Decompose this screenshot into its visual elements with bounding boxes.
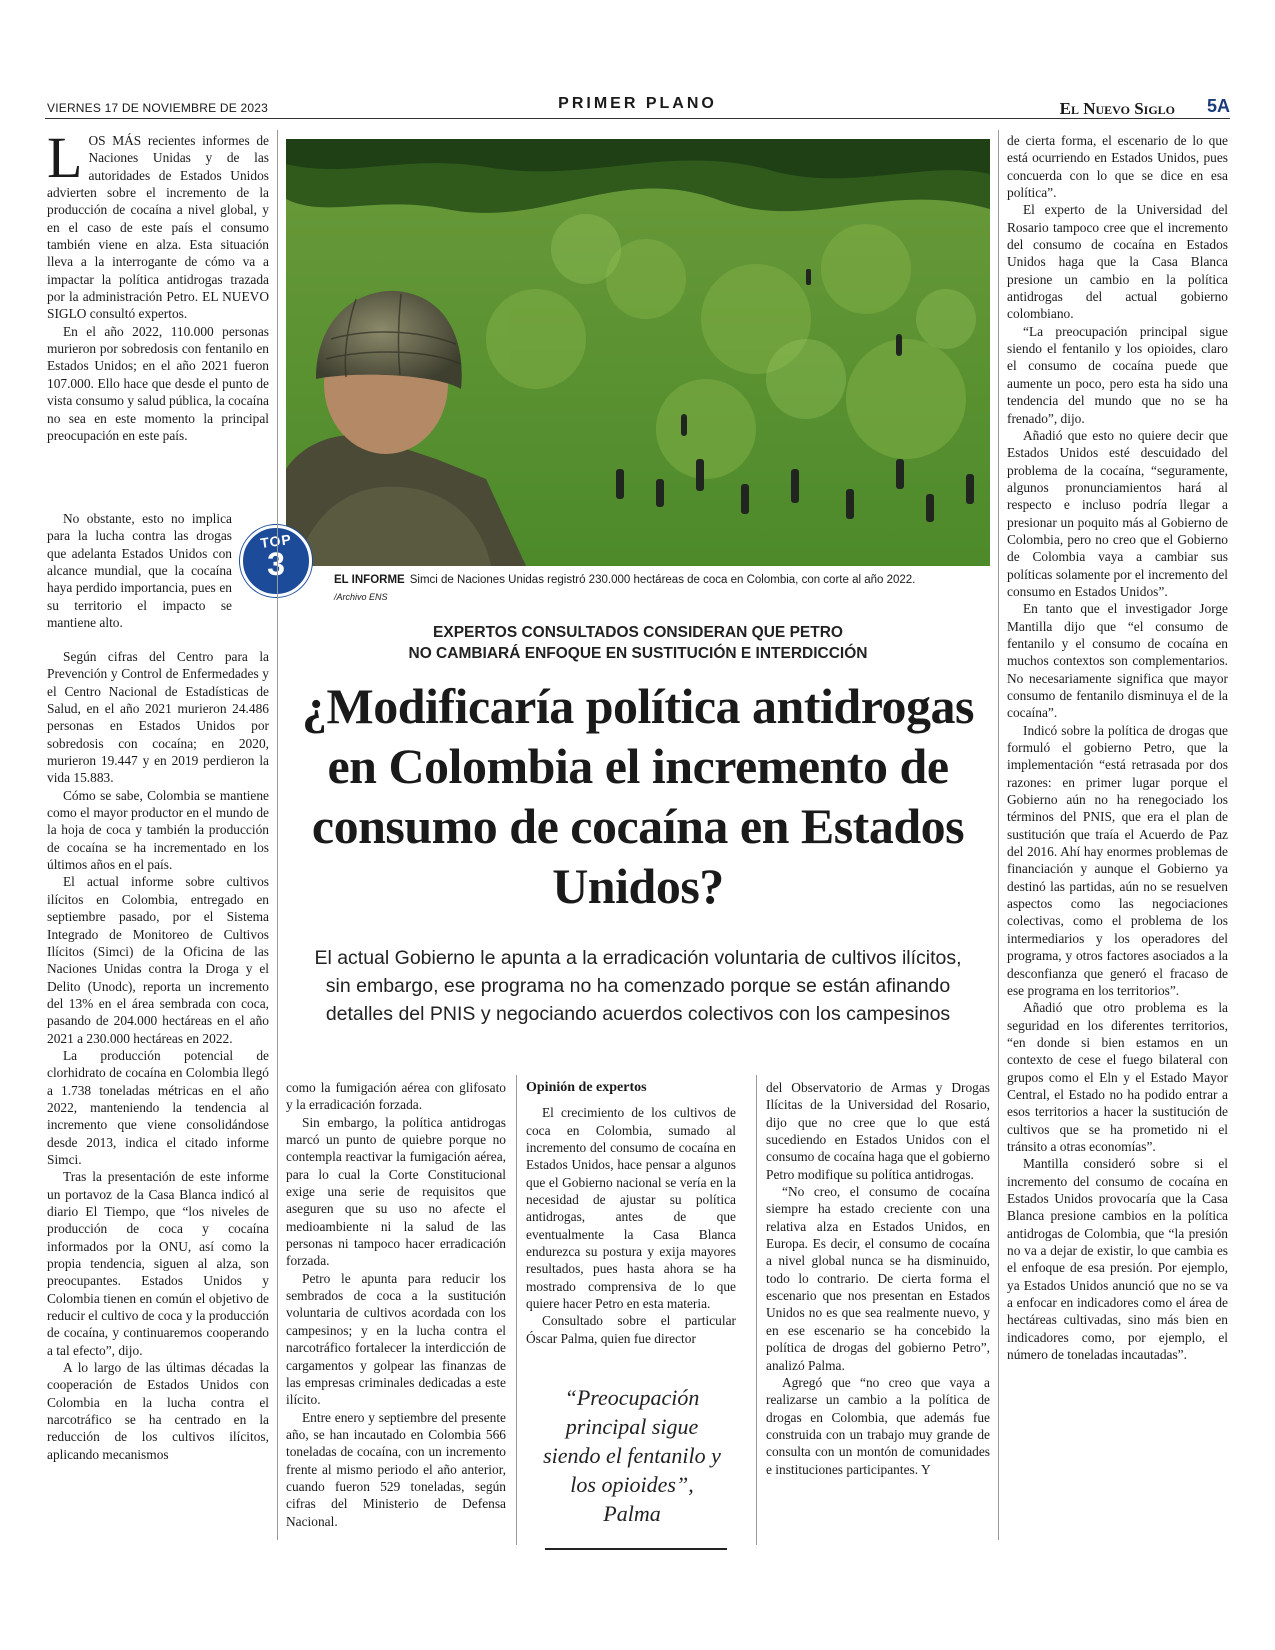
column-c (526, 1079, 736, 1347)
column-d (766, 1079, 990, 1478)
paragraph: como la fumigación aérea con glifosato y la erradicación forzada. (286, 1080, 506, 1113)
column-rule (998, 130, 999, 1540)
subhead-opinion: Opinión de expertos (526, 1080, 647, 1095)
paragraph: La producción potencial de clorhidrato de cocaína en Colombia llegó a 1.738 toneladas métricas en el año 2022, manteniendo la tendencia al incremento que viene consolidándose desde 2013, indica el citado informe Simci. (47, 1047, 269, 1167)
column-rule (756, 1075, 757, 1545)
paragraph: Sin embargo, la política antidrogas marcó un punto de quiebre porque no contempla reactivar la fumigación aérea, para lo cual la Corte Constitucional exige una serie de requisitos que aseguren que su uso no afecte el medioambiente ni la salud de las personas ni tampoco hacer erradicación forzada. (286, 1114, 506, 1269)
paragraph: Cómo se sabe, Colombia se mantiene como el mayor productor en el mundo de la hoja de coca y también la producción de cocaína se ha incrementado en los últimos años en el país. (47, 787, 269, 873)
section-title: PRIMER PLANO (558, 95, 717, 112)
news-photo (286, 139, 990, 566)
paragraph: En el año 2022, 110.000 personas murieron por sobredosis con fentanilo en Estados Unidos; en el año 2021 fueron 107.000. Ello hace que desde el punto de vista consumo y salud pública, la cocaína no sea en este momento la principal preocupación en este país. (47, 323, 269, 443)
paragraph: En tanto que el investigador Jorge Mantilla dijo que “el consumo de fentanilo y el consumo de cocaína en muchos contextos son complementarios. No necesariamente significa que mayor consumo de fentanilo disminuya el de la cocaína”. (1007, 601, 1228, 721)
paragraph: de cierta forma, el escenario de lo que está ocurriendo en Estados Unidos, pues concuerda con lo que se dice en esa política”. (1007, 133, 1228, 201)
column-rule (277, 130, 278, 1540)
drop-cap: L (47, 125, 83, 190)
coca-field-soldier-illustration (286, 139, 990, 566)
paragraph: del Observatorio de Armas y Drogas Ilícitas de la Universidad del Rosario, dijo que no cree que lo que está sucediendo en Estados Unidos con el consumo de cocaína haga que el gobierno Petro modifique su política antidrogas. (766, 1080, 990, 1182)
intro-text: OS MÁS recientes informes de Naciones Unidas y de las autoridades de Estados Unidos advierten sobre el incremento de la producción de cocaína a nivel global, y en el caso de este país el consumo también viene en alza. Esta situación lleva a la interrogante de cómo va a impactar la política antidrogas trazada por la administración Petro. EL NUEVO SIGLO consultó expertos. (47, 133, 269, 322)
column-a-bottom (47, 648, 269, 1463)
paragraph: Según cifras del Centro para la Prevención y Control de Enfermedades y el Centro Nacional de Estadísticas de Salud, en el año 2021 murieron 24.486 personas en Estados Unidos por sobredosis con cocaína; en 2020, murieron 19.447 y en 2019 perdieron la vida 15.883. (47, 649, 269, 786)
paragraph: El actual informe sobre cultivos ilícitos en Colombia, entregado en septiembre pasado, por el Sistema Integrado de Monitoreo de Cultivos Ilícitos (Simci) de la Oficina de las Naciones Unidas contra la Droga y el Delito (Unodc), reporta un incremento del 13% en el área sembrada con coca, pasando de 204.000 hectáreas en el año 2021 a 230.000 hectáreas en 2022. (47, 874, 269, 1046)
kicker-line-2: NO CAMBIARÁ ENFOQUE EN SUSTITUCIÓN E INTERDICCIÓN (408, 645, 868, 662)
column-b (286, 1079, 506, 1530)
pull-quote-rule (545, 1548, 727, 1550)
pull-quote: “Preocupación principal sigue siendo el fentanilo y los opioides”, Palma (543, 1385, 721, 1526)
badge-number: 3 (267, 546, 285, 582)
top-3-badge (240, 525, 312, 597)
paragraph: El crecimiento de los cultivos de coca en Colombia, sumado al incremento del consumo de cocaína en Estados Unidos, hace pensar a algunos que el Gobierno nacional se vería en la necesidad de ajustar su política antidrogas, antes de que eventualmente la Casa Blanca endurezca su postura y exija mayores resultados, pues hasta ahora se ha mostrado comprensiva de lo que quiere hacer Petro en esta materia. (526, 1105, 736, 1312)
column-e (1007, 132, 1228, 1363)
column-a-top (47, 125, 269, 444)
caption-lead: EL INFORME (334, 574, 405, 586)
column-rule (516, 1075, 517, 1545)
intro-paragraph (47, 125, 269, 323)
paragraph: “No creo, el consumo de cocaína siempre ha estado creciente con una relativa alza en Estados Unidos, en Europa. Es decir, el consumo de cocaína a nivel global nunca se ha disminuido, todo lo contrario. De cierta forma el escenario que nos presentan en Estados Unidos no es que sea realmente nuevo, y en ese escenario se ha concebido la política de drogas del gobierno Petro”, analizó Palma. (766, 1184, 990, 1373)
page-number: 5A (1206, 96, 1230, 116)
paragraph: “La preocupación principal sigue siendo el fentanilo y los opioides, claro el consumo de cocaína puede que aumente un poco, pero esta ha sido una tendencia del mundo que no se ha frenado”, dijo. (1007, 323, 1228, 426)
paragraph: Agregó que “no creo que vaya a realizarse un cambio a la política de drogas en Colombia, que además fue construida con un trabajo muy grande de consulta con un montón de comunidades e instituciones participantes. Y (766, 1374, 990, 1477)
headline: ¿Modificaría política antidrogas en Colombia el incremento de consumo de cocaína en Estados Unidos? (302, 678, 974, 914)
paragraph: Añadió que esto no quiere decir que Estados Unidos esté descuidado del problema de la cocaína, “seguramente, algunos pronunciamientos hará al respecto e incluso podría llegar a presionar un poquito más al Gobierno de Colombia, pero no creo que el Gobierno de Colombia vaya a cambiar sus políticas solamente por el incremento del consumo en Estados Unidos”. (1007, 427, 1228, 599)
kicker (286, 622, 990, 664)
paragraph: El experto de la Universidad del Rosario tampoco cree que el incremento del consumo de cocaína en Estados Unidos haga que la Casa Blanca presione un cambio en la política antidrogas del actual gobierno colombiano. (1007, 202, 1228, 322)
paragraph: Consultado sobre el particular Óscar Palma, quien fue director (526, 1313, 736, 1346)
kicker-line-1: EXPERTOS CONSULTADOS CONSIDERAN QUE PETRO (433, 624, 843, 641)
paragraph: Mantilla consideró sobre si el incremento del consumo de cocaína en Estados Unidos provocaría que la Casa Blanca presione cambios en la política antidrogas de Colombia, que “la presión no va a dejar de existir, lo que cambia es el enfoque de esa presión. Por ejemplo, ya Estados Unidos anunció que no se va a enfocar en indicadores como el área de hectáreas cultivadas, sino más bien en indicadores como, por ejemplo, el número de toneladas incautadas”. (1007, 1156, 1228, 1363)
photo-credit: /Archivo ENS (334, 592, 388, 602)
caption-text: Simci de Naciones Unidas registró 230.000 hectáreas de coca en Colombia, con corte al año 2022. (409, 574, 916, 586)
paragraph: No obstante, esto no implica para la lucha contra las drogas que adelanta Estados Unidos con alcance mundial, que la cocaína haya perdido importancia, pues en su territorio el impacto se mantiene alto. (47, 511, 232, 631)
paragraph: Indicó sobre la política de drogas que formuló el gobierno Petro, que la implementación “está retrasada por dos razones: en primer lugar porque el Gobierno aún no ha renegociado los términos del PNIS, que era el plan de sustitución que traía el Acuerdo de Paz del 2016. Ahí hay enormes problemas de financiación y aunque el Gobierno ya destinó las partidas, aún no se resuelven aspectos como las negociaciones colectivas, como el problema de los intermediarios y los operadores del programa, y otros factores asociados a la desconfianza que generó el fracaso de ese programa en los territorios”. (1007, 722, 1228, 998)
column-a-middle (47, 510, 232, 631)
deck-summary: El actual Gobierno le apunta a la erradicación voluntaria de cultivos ilícitos, sin embargo, ese programa no ha comenzado porque se están afinando detalles del PNIS y negociando acuerdos colectivos con los campesinos (314, 947, 962, 1025)
photo-caption (334, 574, 994, 586)
edition-date: VIERNES 17 DE NOVIEMBRE DE 2023 (47, 101, 268, 115)
paragraph: Tras la presentación de este informe un portavoz de la Casa Blanca indicó al diario El Tiempo, que “los niveles de producción de coca y cocaína informados por la ONU, así como la propia tendencia, siguen al alza, son preocupantes. Estados Unidos y Colombia tienen en común el objetivo de reducir el cultivo de coca y la producción de cocaína, y continuaremos cooperando a tal efecto”, dijo. (47, 1169, 269, 1358)
paragraph: Entre enero y septiembre del presente año, se han incautado en Colombia 566 toneladas de cocaína, con un incremento frente al mismo periodo el año anterior, cuando fueron 529 toneladas, según cifras del Ministerio de Defensa Nacional. (286, 1409, 506, 1529)
paragraph: Añadió que otro problema es la seguridad en los diferentes territorios, “en donde si bien estamos en un contexto de cese el fuego bilateral con grupos como el Eln y el Estado Mayor Central, el Estado no ha podido entrar a esos territorios a hacer la sustitución de cultivos que se ha prometido ni el tránsito a otras economías”. (1007, 1000, 1228, 1154)
paragraph: A lo largo de las últimas décadas la cooperación de Estados Unidos con Colombia en la lucha contra el narcotráfico se ha centrado en la reducción de los cultivos ilícitos, aplicando mecanismos (47, 1360, 269, 1462)
paragraph: Petro le apunta para reducir los sembrados de coca a la sustitución voluntaria de cultivos acordada con los campesinos; y en la lucha contra el narcotráfico fortalecer la interdicción de cargamentos y golpear las finanzas de las empresas criminales dedicadas a este ilícito. (286, 1270, 506, 1408)
newspaper-name: El Nuevo Siglo (1059, 99, 1175, 118)
badge-top-label: TOP (259, 530, 293, 552)
header-rule (45, 118, 1230, 119)
